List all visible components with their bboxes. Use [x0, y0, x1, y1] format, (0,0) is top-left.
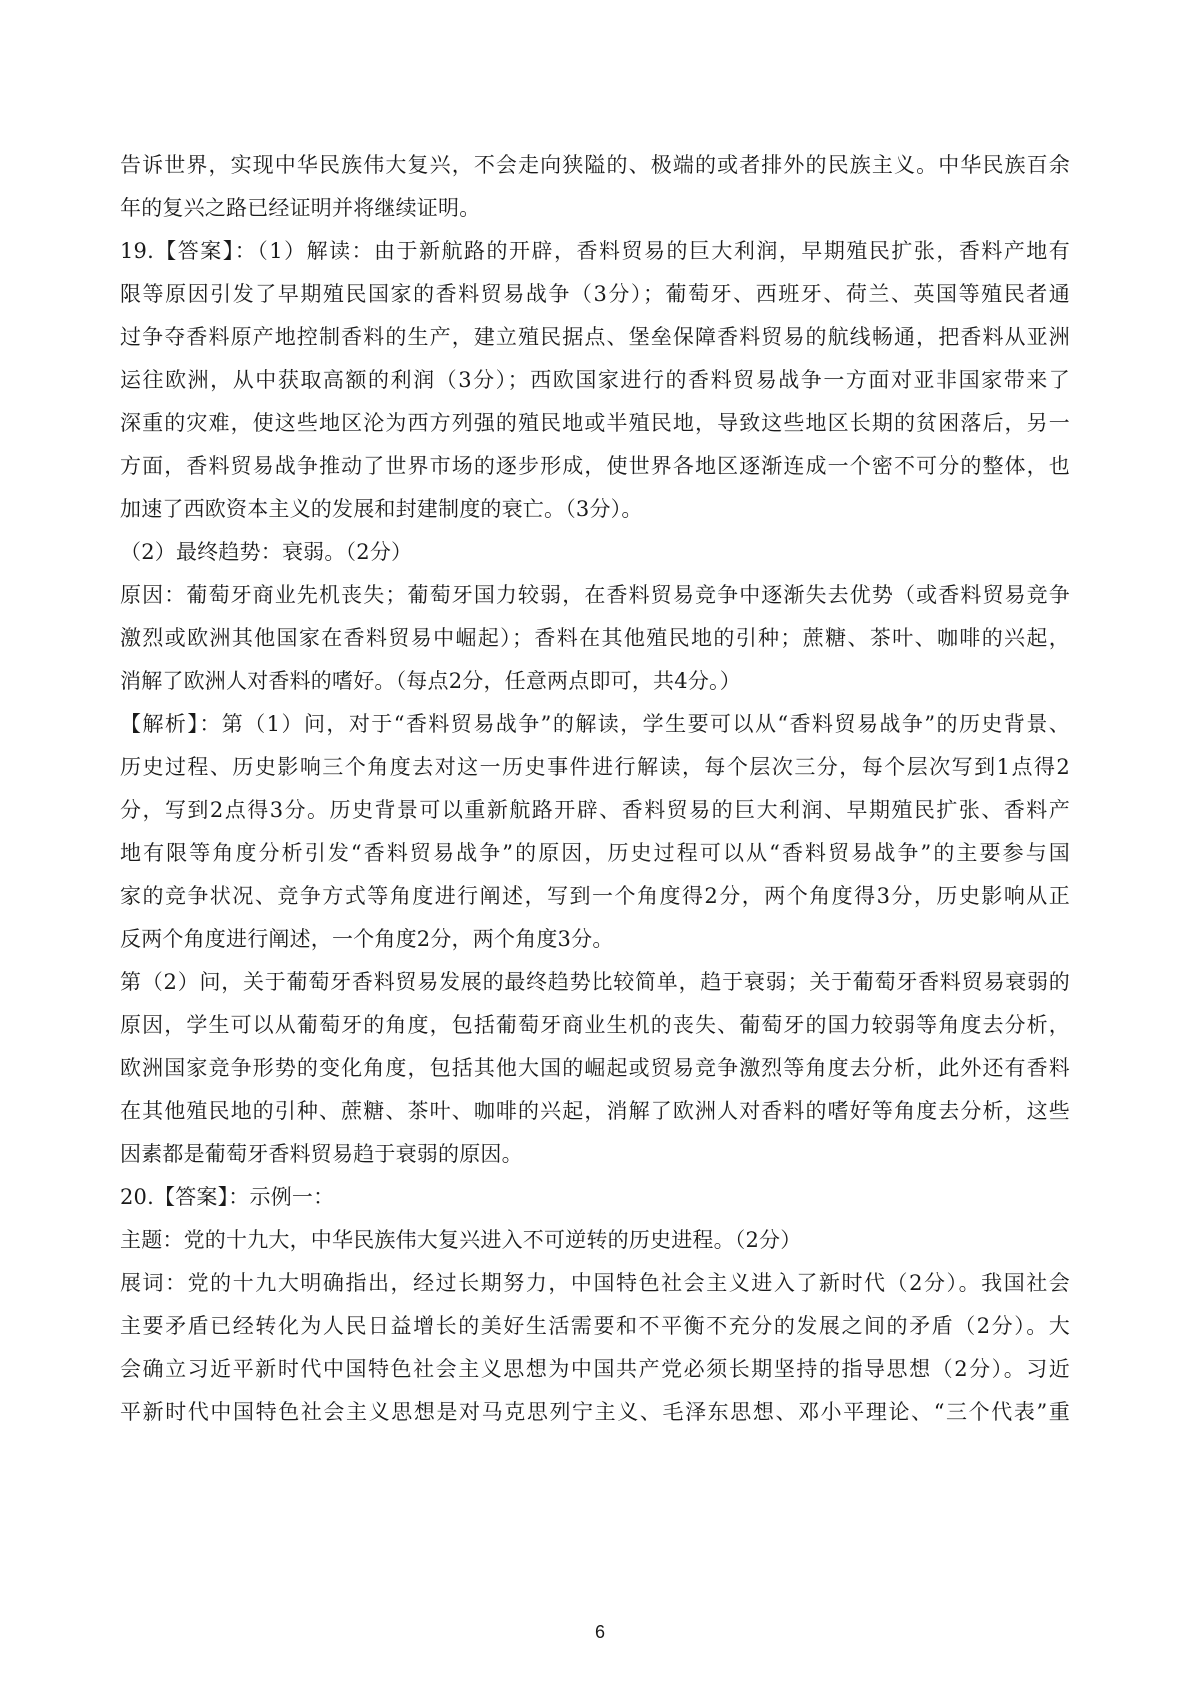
document-body	[120, 144, 1070, 1434]
text-line: 【解析】：第（1）问，对于“香料贸易战争”的解读，学生要可以从“香料贸易战争”的历史背景、	[120, 712, 1070, 736]
text-line: 反两个角度进行阐述，一个角度2分，两个角度3分。	[120, 927, 614, 951]
text-line: 过争夺香料原产地控制香料的生产，建立殖民据点、堡垒保障香料贸易的航线畅通，把香料从亚洲	[120, 325, 1070, 349]
text-line: 在其他殖民地的引种、蔗糖、茶叶、咖啡的兴起，消解了欧洲人对香料的嗜好等角度去分析，这些	[120, 1099, 1070, 1123]
text-line: 历史过程、历史影响三个角度去对这一历史事件进行解读，每个层次三分，每个层次写到1点得2	[120, 755, 1070, 779]
text-line: 年的复兴之路已经证明并将继续证明。	[120, 196, 481, 220]
text-line: 限等原因引发了早期殖民国家的香料贸易战争（3分）；葡萄牙、西班牙、荷兰、英国等殖民者通	[120, 282, 1070, 306]
text-line: 平新时代中国特色社会主义思想是对马克思列宁主义、毛泽东思想、邓小平理论、“三个代表”重	[120, 1400, 1070, 1424]
text-line: 展词：党的十九大明确指出，经过长期努力，中国特色社会主义进入了新时代（2分）。我国社会	[120, 1271, 1070, 1295]
text-line: 第（2）问，关于葡萄牙香料贸易发展的最终趋势比较简单，趋于衰弱；关于葡萄牙香料贸易衰弱的	[120, 970, 1070, 994]
text-line: 消解了欧洲人对香料的嗜好。（每点2分，任意两点即可，共4分。）	[120, 669, 741, 693]
text-line: 因素都是葡萄牙香料贸易趋于衰弱的原因。	[120, 1142, 523, 1166]
text-line: 分，写到2点得3分。历史背景可以重新航路开辟、香料贸易的巨大利润、早期殖民扩张、香料产	[120, 798, 1070, 822]
text-line: 会确立习近平新时代中国特色社会主义思想为中国共产党必须长期坚持的指导思想（2分）。习近	[120, 1357, 1070, 1381]
page-number: 6	[594, 1622, 605, 1642]
text-line: （2）最终趋势：衰弱。（2分）	[120, 540, 413, 564]
text-line: 原因：葡萄牙商业先机丧失；葡萄牙国力较弱，在香料贸易竞争中逐渐失去优势（或香料贸易竞争	[120, 583, 1070, 607]
text-line: 地有限等角度分析引发“香料贸易战争”的原因，历史过程可以从“香料贸易战争”的主要参与国	[120, 841, 1070, 865]
text-line: 主题：党的十九大，中华民族伟大复兴进入不可逆转的历史进程。（2分）	[120, 1228, 802, 1252]
text-line: 19.【答案】：（1）解读：由于新航路的开辟，香料贸易的巨大利润，早期殖民扩张，香料产地有	[120, 239, 1070, 263]
text-line: 原因，学生可以从葡萄牙的角度，包括葡萄牙商业生机的丧失、葡萄牙的国力较弱等角度去分析，	[120, 1013, 1070, 1037]
text-line: 20.【答案】：示例一：	[120, 1185, 335, 1209]
text-line: 深重的灾难，使这些地区沦为西方列强的殖民地或半殖民地，导致这些地区长期的贫困落后，另一	[120, 411, 1070, 435]
text-line: 欧洲国家竞争形势的变化角度，包括其他大国的崛起或贸易竞争激烈等角度去分析，此外还有香料	[120, 1056, 1070, 1080]
text-line: 主要矛盾已经转化为人民日益增长的美好生活需要和不平衡不充分的发展之间的矛盾（2分）。大	[120, 1314, 1070, 1338]
text-line: 方面，香料贸易战争推动了世界市场的逐步形成，使世界各地区逐渐连成一个密不可分的整体，也	[120, 454, 1070, 478]
text-line: 运往欧洲，从中获取高额的利润（3分）；西欧国家进行的香料贸易战争一方面对亚非国家带来了	[120, 368, 1070, 392]
text-line: 激烈或欧洲其他国家在香料贸易中崛起）；香料在其他殖民地的引种；蔗糖、茶叶、咖啡的兴起，	[120, 626, 1070, 650]
text-line: 告诉世界，实现中华民族伟大复兴，不会走向狭隘的、极端的或者排外的民族主义。中华民族百余	[120, 153, 1070, 177]
text-line: 家的竞争状况、竞争方式等角度进行阐述，写到一个角度得2分，两个角度得3分，历史影响从正	[120, 884, 1070, 908]
text-line: 加速了西欧资本主义的发展和封建制度的衰亡。（3分）。	[120, 497, 643, 521]
